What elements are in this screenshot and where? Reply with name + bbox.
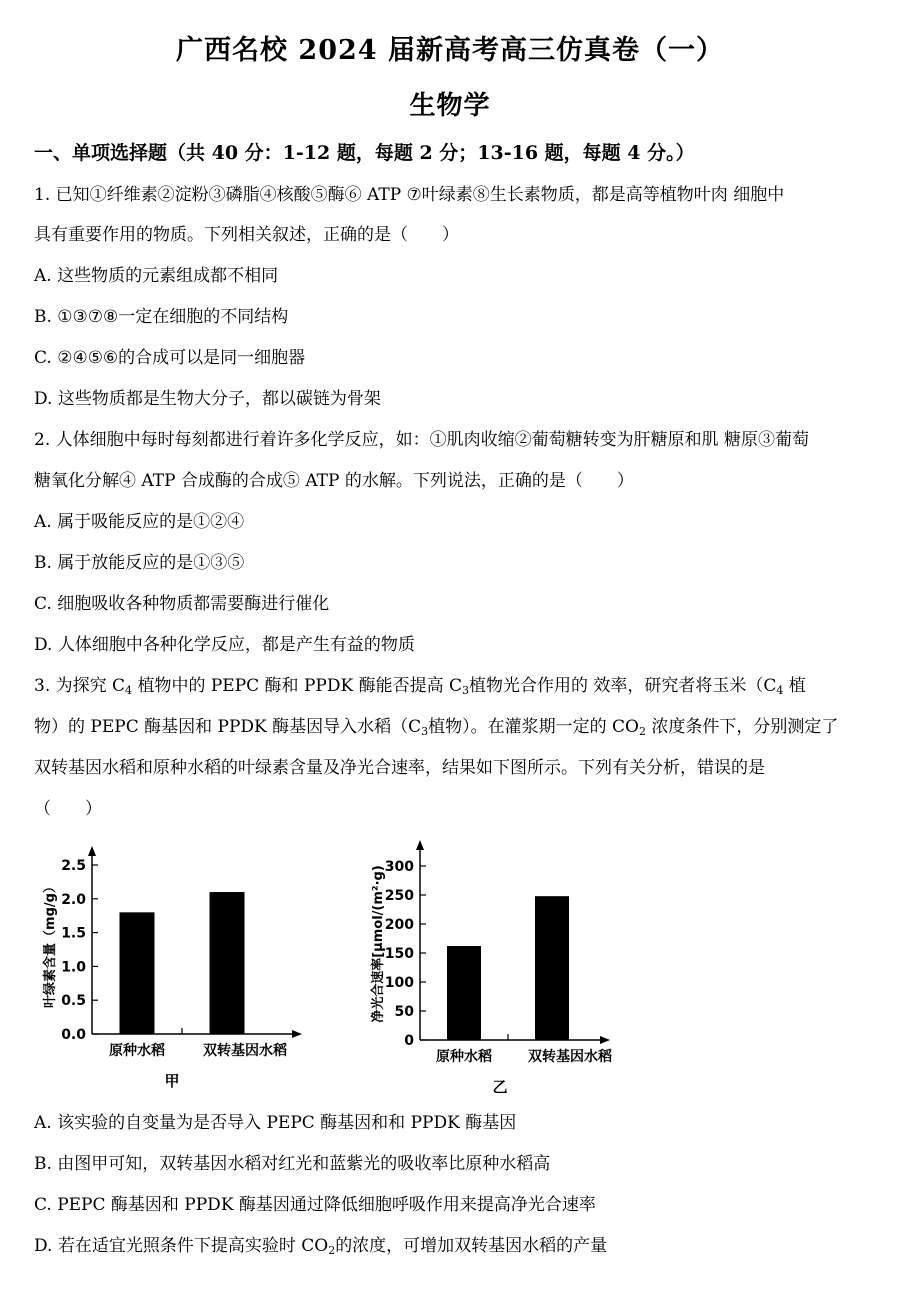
chart-yi <box>360 838 630 1097</box>
y-tick-label: 300 <box>384 859 414 875</box>
x-category-label: 双转基因水稻 <box>203 1043 287 1059</box>
y-tick-label: 2.5 <box>61 858 86 874</box>
y-tick-label: 150 <box>384 946 414 962</box>
q3-stem-line1: 3. 为探究 $C_4$ 植物中的 PEPC 酶和 PPDK 酶能否提高 $C_3$植物光合作用的 效率，研究者将玉米（$C_4$ 植 <box>34 676 806 697</box>
q3-option-b: B. 由图甲可知，双转基因水稻对红光和蓝紫光的吸收率比原种水稻高 <box>34 1154 551 1174</box>
q2-option-d: D. 人体细胞中各种化学反应，都是产生有益的物质 <box>34 635 415 655</box>
y-axis-label: 净光合速率[μmol/(m²·g) <box>371 865 386 1023</box>
bar <box>535 896 569 1040</box>
q1-option-d: D. 这些物质都是生物大分子，都以碳链为骨架 <box>34 389 381 409</box>
y-tick-label: 50 <box>394 1004 414 1020</box>
y-axis-arrow <box>416 840 424 850</box>
y-tick-label: 0.0 <box>61 1027 86 1043</box>
y-tick-label: 1.5 <box>61 925 86 942</box>
q3-option-c: C. PEPC 酶基因和 PPDK 酶基因通过降低细胞呼吸作用来提高净光合速率 <box>34 1195 596 1215</box>
q1-option-c: C. ②④⑤⑥的合成可以是同一细胞器 <box>34 348 306 368</box>
q3-stem-line3: 双转基因水稻和原种水稻的叶绿素含量及净光合速率，结果如下图所示。下列有关分析，错误的是 <box>34 758 765 778</box>
q2-option-b: B. 属于放能反应的是①③⑤ <box>34 553 245 573</box>
chart-caption: 甲 <box>164 1072 180 1090</box>
y-tick-label: 250 <box>384 888 414 904</box>
q1-stem-line2: 具有重要作用的物质。下列相关叙述，正确的是（ ） <box>34 225 459 245</box>
x-axis-arrow <box>292 1030 302 1038</box>
y-tick-label: 1.0 <box>61 959 86 976</box>
y-axis-label: 叶绿素含量（mg/g） <box>43 880 58 1008</box>
q2-stem-line1: 2. 人体细胞中每时每刻都进行着许多化学反应，如：①肌肉收缩②葡萄糖转变为肝糖原和肌 糖原③葡萄 <box>34 430 810 450</box>
q1-option-a: A. 这些物质的元素组成都不相同 <box>34 266 279 286</box>
section-heading: 一、单项选择题（共 40 分：1-12 题，每题 2 分；13-16 题，每题 4 分。） <box>34 142 695 164</box>
chart-jia <box>30 838 320 1097</box>
q3-stem-line4: （ ） <box>34 799 102 819</box>
subject-title: 生物学 <box>409 91 491 121</box>
y-tick-label: 200 <box>384 917 414 933</box>
bar <box>210 892 245 1034</box>
exam-title: 广西名校 2024 届新高考高三仿真卷（一） <box>176 35 724 66</box>
chart-caption: 乙 <box>492 1078 508 1093</box>
x-category-label: 双转基因水稻 <box>528 1049 612 1065</box>
x-category-label: 原种水稻 <box>436 1049 492 1065</box>
bar <box>120 912 155 1034</box>
x-category-label: 原种水稻 <box>109 1043 165 1059</box>
q1-stem-line1: 1. 已知①纤维素②淀粉③磷脂④核酸⑤酶⑥ ATP ⑦叶绿素⑧生长素物质，都是高等植物叶肉 细胞中 <box>34 185 785 205</box>
y-tick-label: 100 <box>384 975 414 991</box>
q2-option-c: C. 细胞吸收各种物质都需要酶进行催化 <box>34 594 330 614</box>
q3-option-d: D. 若在适宜光照条件下提高实验时 $CO_2$的浓度，可增加双转基因水稻的产量 <box>34 1236 608 1257</box>
q3-option-a: A. 该实验的自变量为是否导入 PEPC 酶基因和和 PPDK 酶基因 <box>34 1113 517 1133</box>
q1-option-b: B. ①③⑦⑧一定在细胞的不同结构 <box>34 307 289 327</box>
y-axis-arrow <box>88 846 96 856</box>
q2-option-a: A. 属于吸能反应的是①②④ <box>34 512 245 532</box>
x-axis-arrow <box>600 1036 610 1044</box>
y-tick-label: 0 <box>404 1033 414 1049</box>
chart-yi-svg <box>360 838 630 1093</box>
chart-jia-svg <box>30 838 320 1093</box>
q3-stem-line2: 物）的 PEPC 酶基因和 PPDK 酶基因导入水稻（$C_3$植物）。在灌浆期一定的 $CO_2$ 浓度条件下，分别测定了 <box>34 717 839 738</box>
y-tick-label: 0.5 <box>61 993 86 1010</box>
q2-stem-line2: 糖氧化分解④ ATP 合成酶的合成⑤ ATP 的水解。下列说法，正确的是（ ） <box>34 471 634 491</box>
y-tick-label: 2.0 <box>61 891 86 908</box>
bar <box>447 946 481 1040</box>
